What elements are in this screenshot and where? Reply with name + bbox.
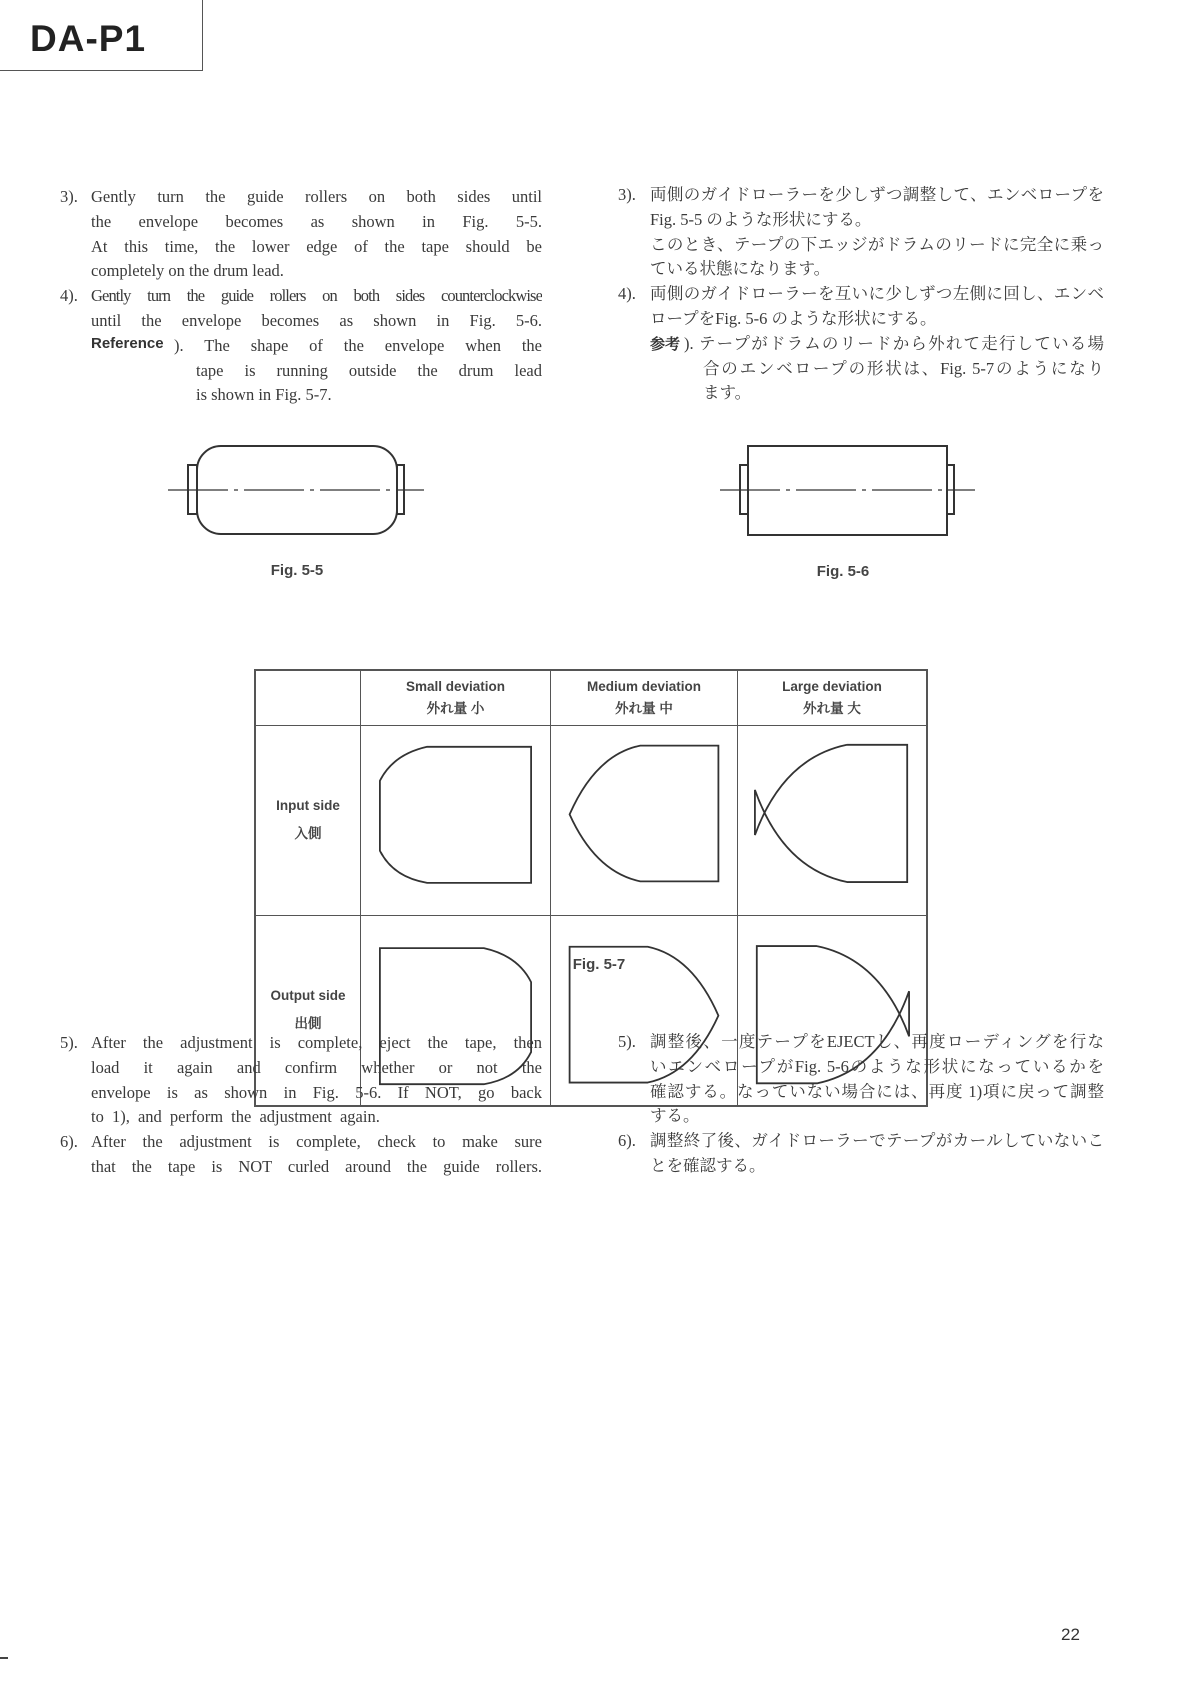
page-number: 22 [1061,1625,1080,1644]
step-4 [60,284,542,309]
step-number: 5). [618,1032,636,1051]
text-line: 両側のガイドローラーを互いに少しずつ左側に回し、エンベ [650,284,1104,304]
text-line: is shown in Fig. 5-7. [196,385,332,405]
row-header [255,725,361,915]
text-line: いエンベロープがFig. 5-6のような形状になっているかを [650,1056,1104,1076]
text-line: ます。 [703,383,752,403]
text-line: At this time, the lower edge of the tape should be [91,236,542,256]
column-label-en: Small deviation [405,678,506,694]
row-label-en: Input side [276,798,340,813]
text-line: After the adjustment is complete, eject the tape, then [91,1033,542,1052]
column-header [361,670,551,725]
text-line: load it again and confirm whether or not the [91,1057,542,1077]
step-number: 6). [60,1132,78,1152]
text-line: envelope is as shown in Fig. 5-6. If NOT, go back [91,1082,542,1102]
fig-5-6-caption: Fig. 5-6 [816,563,870,580]
fig-5-5-caption: Fig. 5-5 [270,562,324,579]
text-line: このとき、テープの下エッジがドラムのリードに完全に乗っ [650,234,1104,254]
column-label-ja: 外れ量 大 [803,700,861,716]
column-label-ja: 外れ量 中 [615,700,673,716]
text-line: 確認する。なっていない場合には、再度 1)項に戻って調整 [650,1081,1104,1101]
text-line: tape is running outside the drum lead [196,360,542,380]
fig-5-5-drawing [160,440,435,545]
reference-label: 参考 [650,335,681,353]
text-line: 調整終了後、ガイドローラーでテープがカールしていないこ [650,1131,1104,1151]
reference-label: Reference [91,334,164,352]
envelope-input-medium [551,725,738,915]
step-number: 5). [60,1033,78,1052]
step-3 [60,185,542,210]
step-number: 4). [60,286,78,306]
envelope-input-large [738,725,928,915]
step-number: 3). [60,187,78,206]
column-header [551,670,738,725]
english-steps-3-4 [60,185,542,408]
japanese-steps-3-4 [618,183,1104,406]
text-line: 合のエンベロープの形状は、Fig. 5-7のようになり [703,358,1104,378]
text-line: 調整後、一度テープをEJECTし、再度ローディングを行な [650,1032,1104,1051]
text-line: After the adjustment is complete, check to make sure [91,1132,542,1152]
fig-5-6-drawing [715,440,985,545]
text-line: ている状態になります。 [650,259,831,279]
text-line: する。 [650,1106,700,1126]
text-line: Gently turn the guide rollers on both sides until [91,187,542,206]
text-line: Fig. 5-5 のような形状にする。 [650,209,872,229]
row-label-ja: 入側 [294,826,322,841]
english-steps-5-6 [60,1031,542,1180]
row-label-en: Output side [270,988,346,1003]
step-number: 3). [618,185,636,204]
japanese-steps-5-6 [618,1030,1104,1179]
text-line: the envelope becomes as shown in Fig. 5-5. [91,211,542,231]
text-line: to 1), and perform the adjustment again. [91,1107,380,1127]
text-line: until the envelope becomes as shown in Fig. 5-6. [91,310,542,330]
document-id-box [0,0,203,71]
text-line: 両側のガイドローラーを少しずつ調整して、エンベロープを [650,185,1104,204]
text-line: that the tape is NOT curled around the guide rollers. [91,1156,542,1176]
text-line: ). The shape of the envelope when the [174,335,542,355]
column-label-ja: 外れ量 小 [426,700,485,716]
text-line: ). テープがドラムのリードから外れて走行している場 [684,333,1104,353]
column-header [738,670,928,725]
text-line: completely on the drum lead. [91,261,284,281]
envelope-input-small [361,725,551,915]
step-number: 4). [618,284,636,304]
column-label-en: Medium deviation [586,678,701,694]
row-label-ja: 出側 [294,1016,322,1031]
column-label-en: Large deviation [782,678,882,694]
text-line: とを確認する。 [650,1155,766,1175]
text-line: Gently turn the guide rollers on both sides counterclockwise [91,286,542,306]
text-line: ロープをFig. 5-6 のような形状にする。 [650,308,937,328]
document-id: DA-P1 [30,18,147,59]
corner-cell [255,670,361,725]
margin-mark [0,1657,8,1659]
step-number: 6). [618,1131,636,1151]
fig-5-7-caption: Fig. 5-7 [572,956,626,973]
